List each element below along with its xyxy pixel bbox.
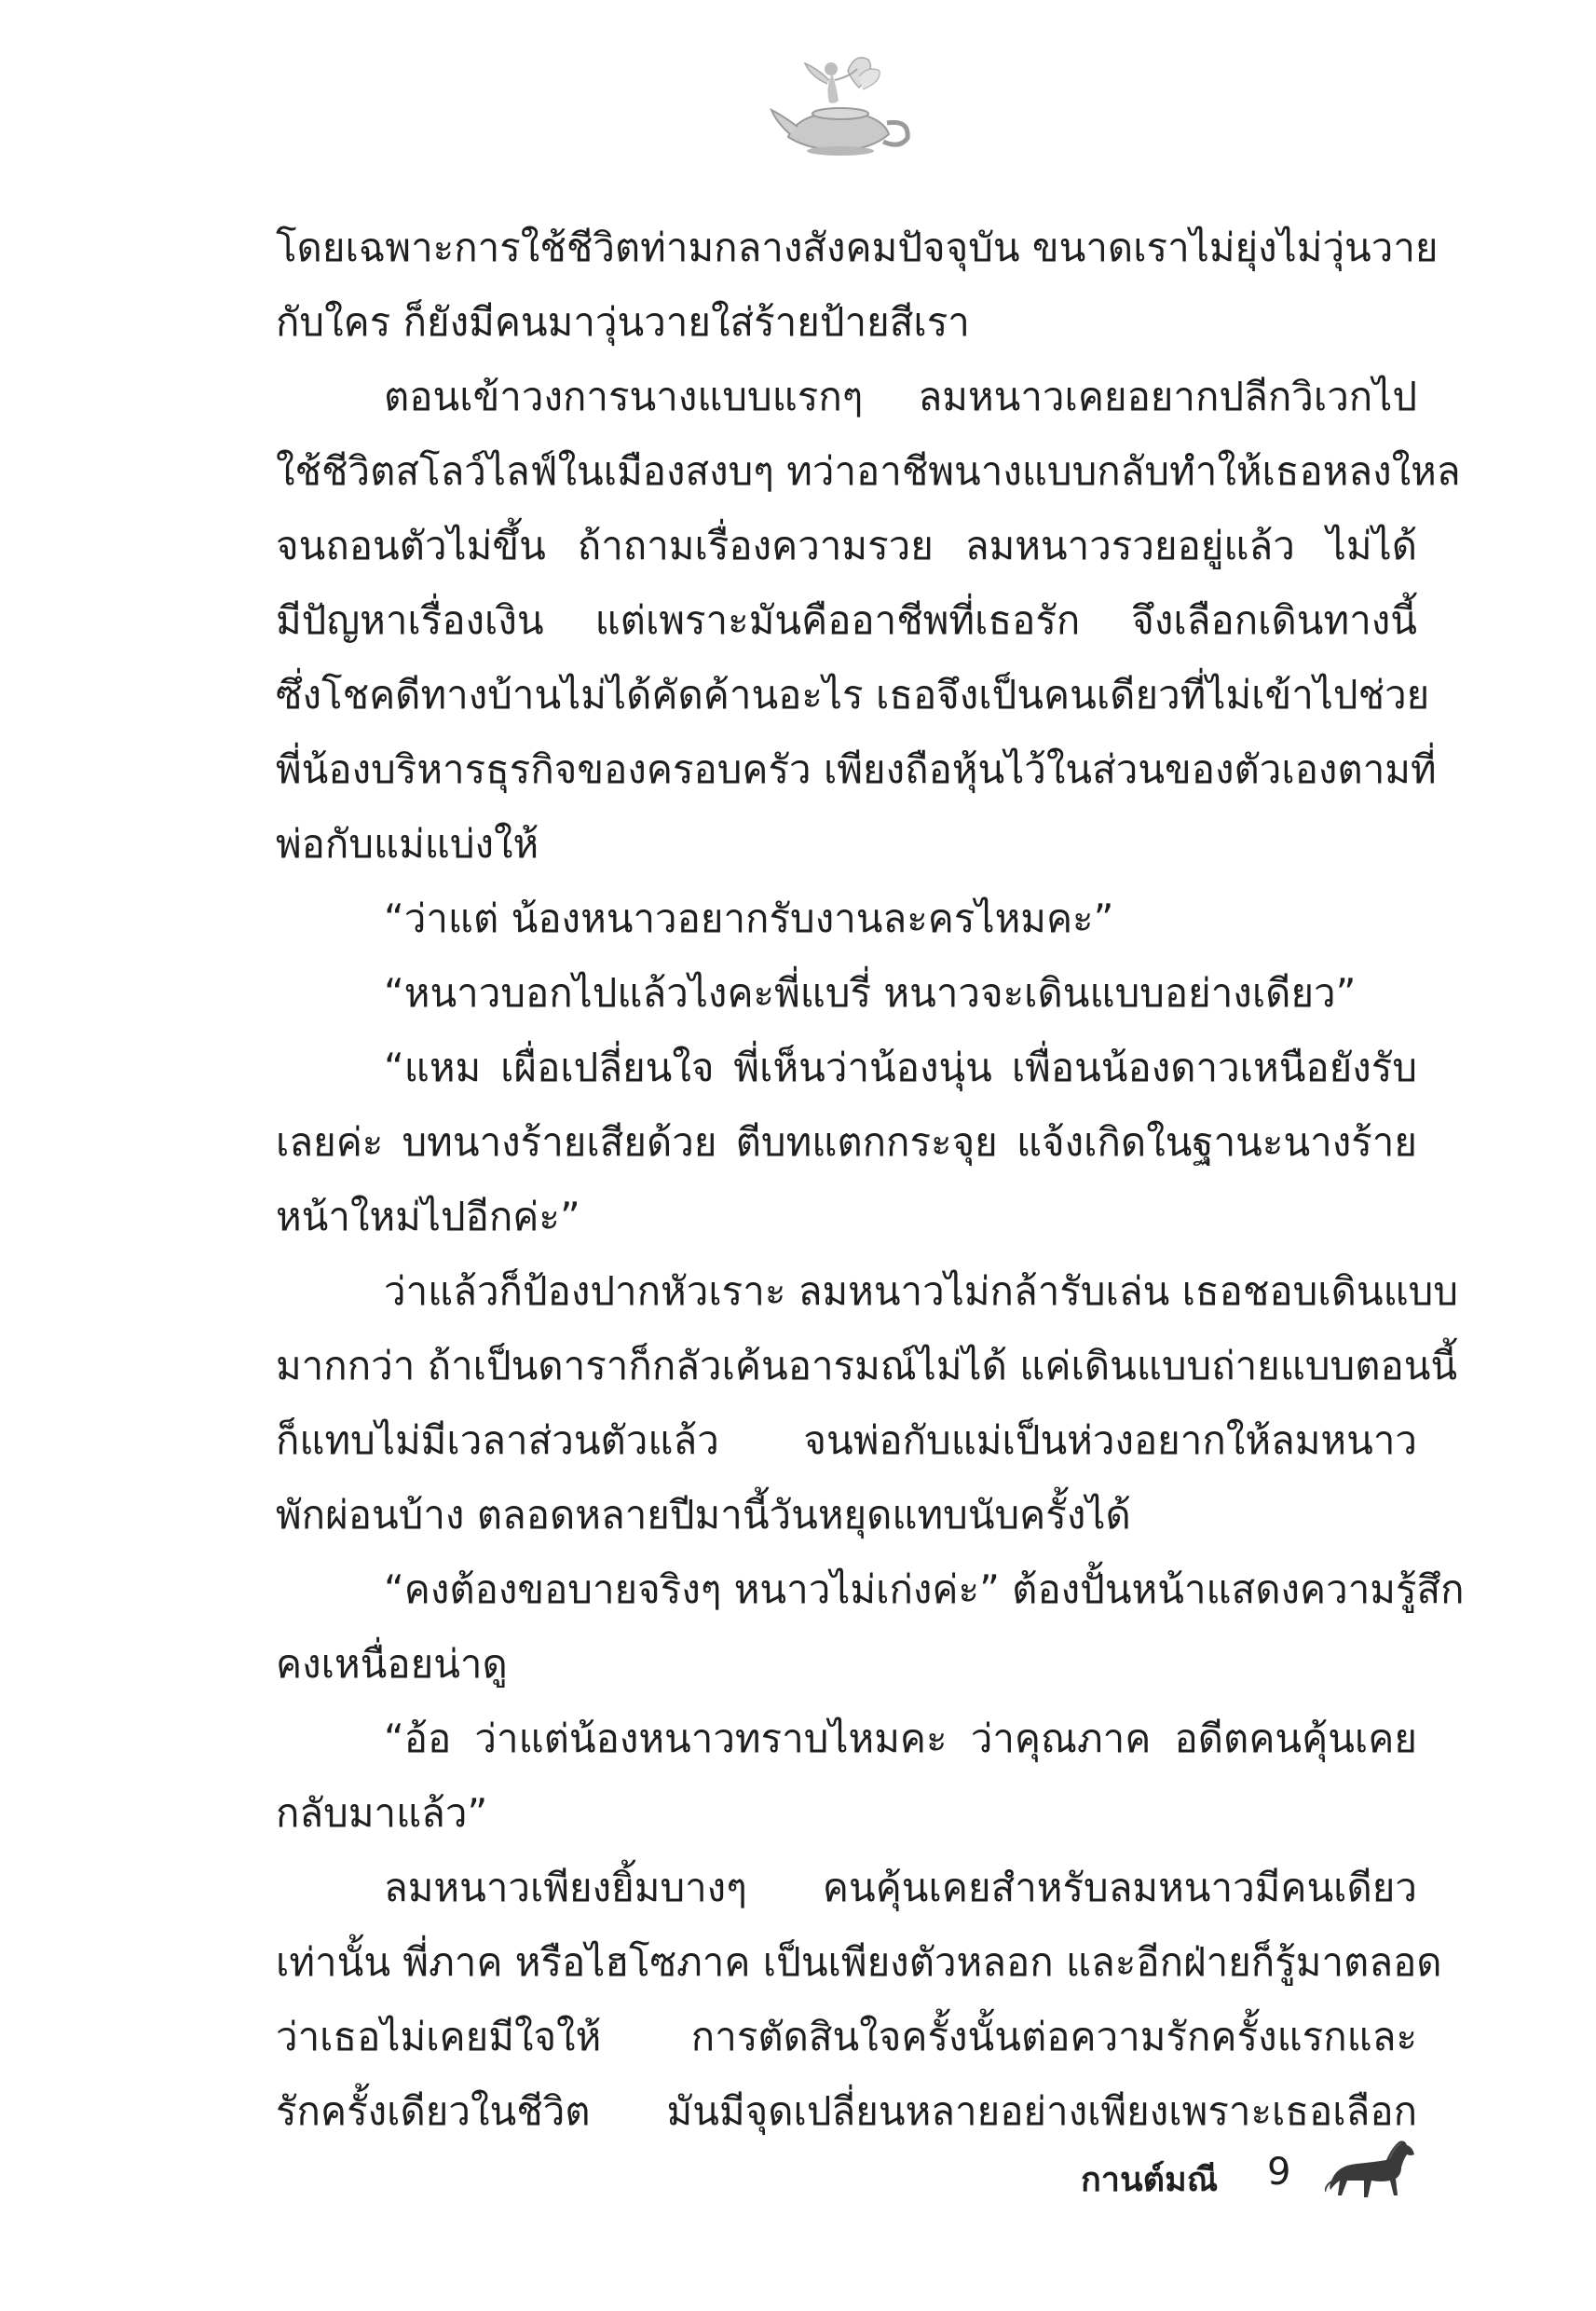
body-line: มีปัญหาเรื่องเงิน แต่เพราะมันคืออาชีพที่เธอรัก จึงเลือกเดินทางนี้	[276, 597, 1417, 643]
body-line: ว่าแล้วก็ป้องปากหัวเราะ ลมหนาวไม่กล้ารับเล่น เธอชอบเดินแบบ	[384, 1268, 1458, 1314]
body-line: “หนาวบอกไปแล้วไงคะพี่แบรี่ หนาวจะเดินแบบอย่างเดียว”	[384, 970, 1357, 1016]
body-line: ก็แทบไม่มีเวลาส่วนตัวแล้ว จนพ่อกับแม่เป็นห่วงอยากให้ลมหนาว	[276, 1417, 1417, 1463]
body-line: หน้าใหม่ไปอีกค่ะ”	[276, 1194, 580, 1239]
body-line: เท่านั้น พี่ภาค หรือไฮโซภาค เป็นเพียงตัวหลอก และอีกฝ่ายก็รู้มาตลอด	[276, 1939, 1442, 1985]
fairy-teapot-ornament-icon	[770, 48, 919, 158]
book-title: กานต์มณี	[1081, 2161, 1219, 2199]
body-line: “แหม เผื่อเปลี่ยนใจ พี่เห็นว่าน้องนุ่น เพื่อนน้องดาวเหนือยังรับ	[384, 1045, 1417, 1090]
body-line: กลับมาแล้ว”	[276, 1790, 488, 1836]
body-line: ซึ่งโชคดีทางบ้านไม่ได้คัดค้านอะไร เธอจึงเป็นคนเดียวที่ไม่เข้าไปช่วย	[276, 672, 1430, 718]
body-line: ตอนเข้าวงการนางแบบแรกๆ ลมหนาวเคยอยากปลีกวิเวกไป	[384, 374, 1417, 419]
body-line: พักผ่อนบ้าง ตลอดหลายปีมานี้วันหยุดแทบนับครั้งได้	[276, 1492, 1131, 1538]
page-number: 9	[1267, 2151, 1291, 2194]
body-line: ลมหนาวเพียงยิ้มบางๆ คนคุ้นเคยสำหรับลมหนาวมีคนเดียว	[384, 1865, 1417, 1910]
body-line: กับใคร ก็ยังมีคนมาวุ่นวายใส่ร้ายป้ายสีเรา	[276, 299, 970, 345]
body-line: รักครั้งเดียวในชีวิต มันมีจุดเปลี่ยนหลายอย่างเพียงเพราะเธอเลือก	[276, 2088, 1417, 2134]
page-footer	[1071, 2134, 1425, 2218]
page-body	[276, 211, 1465, 2149]
body-line: ใช้ชีวิตสโลว์ไลฟ์ในเมืองสงบๆ ทว่าอาชีพนางแบบกลับทำให้เธอหลงใหล	[276, 448, 1461, 494]
body-line: “คงต้องขอบายจริงๆ หนาวไม่เก่งค่ะ” ต้องปั้นหน้าแสดงความรู้สึก	[384, 1566, 1465, 1612]
body-line: คงเหนื่อยน่าดู	[276, 1641, 508, 1687]
body-line: โดยเฉพาะการใช้ชีวิตท่ามกลางสังคมปัจจุบัน ขนาดเราไม่ยุ่งไม่วุ่นวาย	[276, 225, 1439, 270]
body-line: พ่อกับแม่แบ่งให้	[276, 821, 539, 867]
body-line: ว่าเธอไม่เคยมีใจให้ การตัดสินใจครั้งนั้นต่อความรักครั้งแรกและ	[276, 2014, 1417, 2059]
body-line: “อ้อ ว่าแต่น้องหนาวทราบไหมคะ ว่าคุณภาค อดีตคนคุ้นเคย	[384, 1716, 1417, 1761]
body-line: จนถอนตัวไม่ขึ้น ถ้าถามเรื่องความรวย ลมหนาวรวยอยู่แล้ว ไม่ได้	[276, 523, 1417, 568]
body-line: พี่น้องบริหารธุรกิจของครอบครัว เพียงถือหุ้นไว้ในส่วนของตัวเองตามที่	[276, 746, 1437, 792]
horse-icon	[1325, 2134, 1418, 2208]
body-line: “ว่าแต่ น้องหนาวอยากรับงานละครไหมคะ”	[384, 896, 1114, 941]
body-line: เลยค่ะ บทนางร้ายเสียด้วย ตีบทแตกกระจุย แจ้งเกิดในฐานะนางร้าย	[276, 1119, 1417, 1165]
body-line: มากกว่า ถ้าเป็นดาราก็กลัวเค้นอารมณ์ไม่ได้ แค่เดินแบบถ่ายแบบตอนนี้	[276, 1343, 1458, 1388]
